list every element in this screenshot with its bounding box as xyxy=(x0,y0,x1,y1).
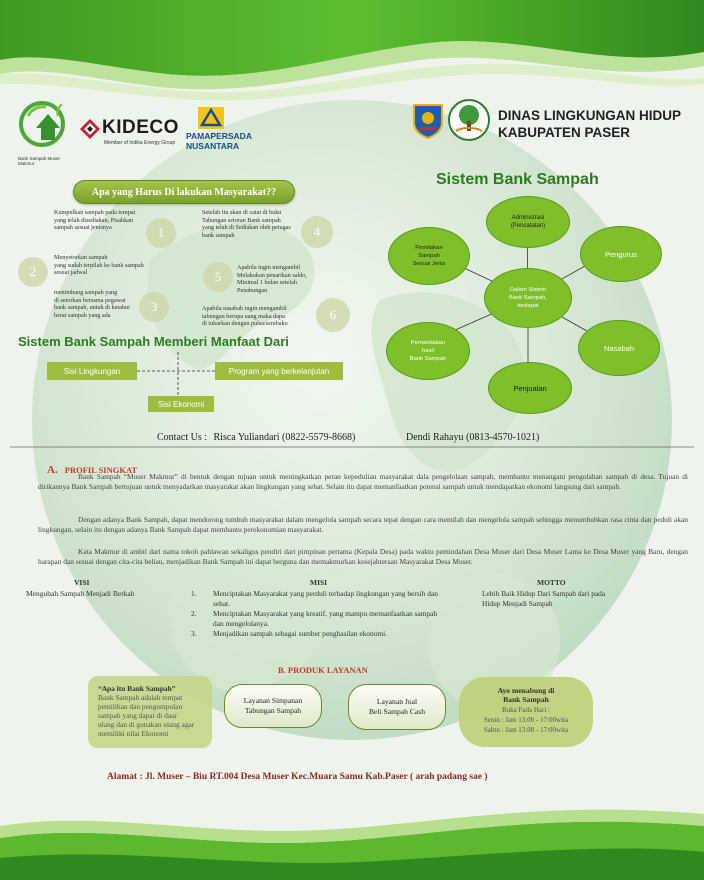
motto-line: Hidup Menjadi Sampah xyxy=(482,599,553,608)
visi-label: VISI xyxy=(74,578,90,587)
profil-letter: A. xyxy=(47,464,58,476)
misi-line: dan mengelolanya. xyxy=(213,619,269,628)
profil-paragraph-1: Bank Sampah “Muser Makmur” di bentuk dengan tujuan untuk meningkatkan peran kepedulian masyarakat dala pengelolaan sampah, membantu menangani pengolahan sampah di desa. Tujuan di dirikannya Bank Sampah bertujuan untuk menyadarkan masyarakat akan lingkungan yang sehat. Selain itu dapat memanfaatkan potensi sampah untuk mendapatkan ekonomi langsung dari sampah. xyxy=(38,472,688,491)
step-5-line: Penabungan xyxy=(237,286,268,294)
profil-paragraph-3: Kata Makmur di ambil dari nama tokoh pahlawan sekaligus pendiri dari pimpinan pertama (Kepala Desa) pada waktu pemindahan Desa Muser dari Desa Muser Lama ke Desa Muser yang Baru, dengan harapan dan sesuai dengan cita-cita beliau, menjadikan Bank Sampah ini dapat bergunа dan memakmurkan kesejahteraan Masyarakat Desa Muser. xyxy=(38,547,688,566)
misi-line: Menciptakan Masyarakat yang perduli terhadap lingkungan yang bersih dan xyxy=(213,589,438,598)
node-label: Bank Sampah xyxy=(409,356,447,362)
layanan-line: Layanan Jual xyxy=(376,697,418,706)
step-1-line: sampah sesuai jenisnya xyxy=(54,224,112,232)
misi-number: 1. xyxy=(191,589,197,598)
center-line: Bank Sampah, xyxy=(508,295,548,301)
node-label: hasil xyxy=(422,348,434,354)
step-3-line: menimbang sampah yang xyxy=(54,289,118,296)
layanan-line: Layanan Simpanan xyxy=(243,696,303,705)
node-label: Nasabah xyxy=(603,343,635,353)
apa-line: Bank Sampah adalah tempat xyxy=(98,693,183,702)
motto-line: Lebih Baik Hidup Dari Sampah dari pada xyxy=(482,589,606,598)
steps-banner-text: Apa yang Harus Di lakukan Masyarakat?? xyxy=(91,186,277,198)
step-2-line: yang sudah terpilah ke bank sampah xyxy=(54,261,144,269)
step-5-line: Apabila ingin mengambil xyxy=(237,264,301,271)
motto-label: MOTTO xyxy=(537,578,566,587)
step-5-number: 5 xyxy=(203,262,233,292)
layanan-line: Beli Sampah Cash xyxy=(368,707,426,716)
manfaat-ekonomi: Sisi Ekonomi xyxy=(148,396,214,412)
manfaat-lingkungan: Sisi Lingkungan xyxy=(47,362,137,380)
step-4-line: Tabungan setoran Bank sampah xyxy=(202,216,281,224)
node-label: Pemanfaatan xyxy=(410,340,446,346)
pama-line1: PAMAPERSADA xyxy=(186,131,252,141)
kideco-sub: Member of Indika Energy Group xyxy=(104,140,176,146)
visi-text: Mengubah Sampah Menjadi Berkah xyxy=(26,589,135,598)
ayo-senin: Senin : Jam 13:00 - 17:00wita xyxy=(483,716,569,724)
node-label: Pemilahan xyxy=(415,245,443,251)
step-4-line: bank sampah xyxy=(202,231,235,239)
step-4-line: Setelah itu akan di catat di buku xyxy=(202,209,282,216)
step-1-line: yang telah disediakan, Pisahkan xyxy=(54,216,134,224)
step-3-line: di setorkan bersama pegawai xyxy=(54,296,126,304)
center-line: Dalam Sistem xyxy=(509,287,547,293)
apa-line: sampah yang dapat di daur xyxy=(98,711,178,720)
ayo-menabung-card xyxy=(459,677,593,747)
step-5-line: Melakukan penarikan saldo, xyxy=(237,271,307,279)
dinas-line1: DINAS LINGKUNGAN HIDUP xyxy=(498,108,682,123)
step-6-line: tabungan berupa uang maka dapa xyxy=(202,312,285,320)
misi-line: Menciptakan Masyarakat yang kreatif, yang mampu memanfaatkan sampah xyxy=(213,609,438,618)
misi-line: sehat. xyxy=(213,599,231,608)
step-3-number: 3 xyxy=(139,292,169,322)
node-label: Sampah xyxy=(418,253,440,259)
layanan-simpanan-card xyxy=(224,684,322,728)
step-4-line: yang telah di Sediakan oleh petugas xyxy=(202,224,291,232)
alamat-text: Alamat : Jl. Muser – Biu RT.004 Desa Muser Kec.Muara Samu Kab.Paser ( arah padang sae ) xyxy=(107,772,488,782)
misi-item xyxy=(191,609,481,629)
step-4-number: 4 xyxy=(301,216,333,248)
step-5-line: Minimal 1 bulan setelah xyxy=(237,279,297,287)
apa-line: ulang dan di gunakan ulang agar xyxy=(98,720,195,729)
manfaat-berkelanjutan: Program yang berkelanjutan xyxy=(215,362,343,380)
misi-item xyxy=(191,589,481,609)
step-3-line: berat sampah yang ada xyxy=(54,311,111,319)
step-1-number: 1 xyxy=(146,218,176,248)
misi-list xyxy=(191,589,481,639)
misi-item-text xyxy=(213,589,438,609)
ayo-buka: Buka Pada Hari : xyxy=(501,706,550,714)
misi-item xyxy=(191,629,481,639)
node-label: Administrasi xyxy=(511,215,545,221)
produk-heading: B. PRODUK LAYANAN xyxy=(278,665,368,675)
step-2-line: sesuai jadwal xyxy=(54,269,88,277)
center-line: terdapat xyxy=(517,303,539,309)
step-6-number: 6 xyxy=(316,298,350,332)
profil-paragraph-2: Dengan adanya Bank Sampah, dapat mendorong tumbuh masyarakat dalam mengelola sampah secara tepat dengan cara memilah dan mengelola sampah sehingga menumbuhkan rasa cinta dan peduli akan lingkungan, selain itu dengan adanya Bank Sampah dapat membantu perekonomian masyarakat. xyxy=(38,515,688,534)
layanan-line: Tabungan Sampah xyxy=(244,706,302,715)
step-3-line: bank sampah, untuk di ketahui xyxy=(54,304,130,312)
apa-line: memiliki nilai Ekonomi xyxy=(98,729,169,738)
node-label: Penjualan xyxy=(513,383,547,393)
profil-heading-text: PROFIL SINGKAT xyxy=(64,465,138,475)
step-6-line: di tukarkan dengan pulsa/sembako xyxy=(202,320,288,328)
kideco-name: KIDECO xyxy=(102,117,179,138)
node-label: Pengurus xyxy=(604,249,638,259)
node-label: Sesuai Jenis xyxy=(412,261,446,267)
contact-row xyxy=(157,432,355,443)
step-1-line: Kumpulkan sampah pada tempat xyxy=(54,209,136,216)
contact-person-2: Dendi Rahayu (0813-4570-1021) xyxy=(406,432,540,443)
apa-itu-title: “Apa itu Bank Sampah” xyxy=(98,684,176,693)
bank-sampah-logo-caption: Bank Sampah Muser Makmur xyxy=(18,156,61,166)
motto-text xyxy=(482,589,605,609)
step-2-line: Menyetorkan sampah xyxy=(54,254,108,261)
apa-itu-body xyxy=(98,693,210,738)
step-6-line: Apabila nasabah ingin mengambil xyxy=(202,305,287,312)
misi-number: 3. xyxy=(191,629,197,638)
ayo-title-1: Ayo menabung di xyxy=(497,686,555,695)
manfaat-title: Sistem Bank Sampah Memberi Manfaat Dari xyxy=(18,334,289,349)
contact-person-1: Risca Yuliandari (0822-5579-8668) xyxy=(213,432,356,443)
apa-line: pemilihan dan pengumpulan xyxy=(98,702,183,711)
ayo-title-2: Bank Sampah xyxy=(503,695,549,704)
apa-itu-card xyxy=(88,676,212,748)
misi-number: 2. xyxy=(191,609,197,618)
misi-item-text xyxy=(213,609,437,629)
dinas-line2: KABUPATEN PASER xyxy=(498,125,631,140)
step-2-number: 2 xyxy=(18,257,48,287)
pama-line2: NUSANTARA xyxy=(186,141,240,151)
misi-line: Menjadikan sampah sebagai sumber penghasilan ekonomi. xyxy=(213,629,388,638)
misi-label: MISI xyxy=(310,578,328,587)
ayo-sabtu: Sabtu : Jam 13:00 - 17:00wita xyxy=(483,726,569,734)
contact-label: Contact Us : xyxy=(157,432,207,443)
system-title: Sistem Bank Sampah xyxy=(436,171,599,188)
layanan-jual-card xyxy=(348,684,446,730)
node-label: (Pencatatan) xyxy=(510,223,546,229)
